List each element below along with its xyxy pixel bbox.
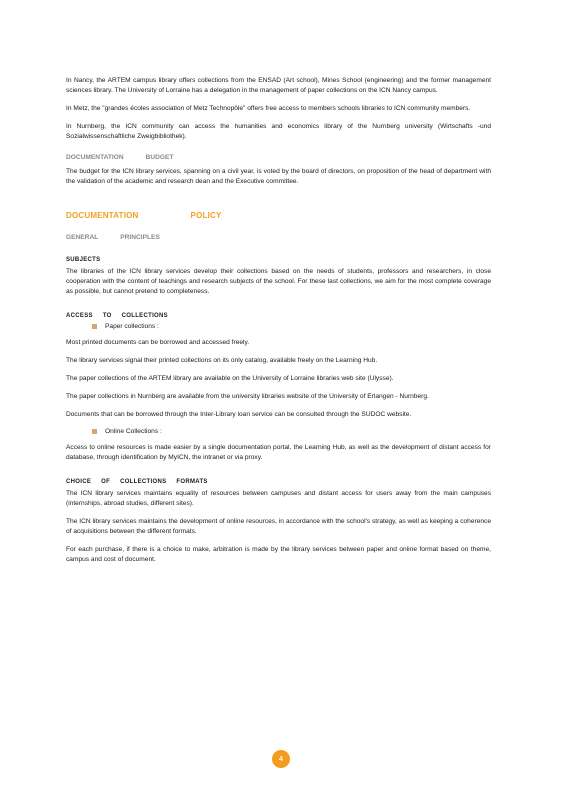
formats-heading: CHOICE OF COLLECTIONS FORMATS [66,479,208,485]
document-page [66,76,491,573]
principles-heading: GENERAL PRINCIPLES [66,234,160,241]
square-bullet-icon [92,324,97,329]
paper-item: The paper collections of the ARTEM library are available on the University of Lorraine libraries web site (Ulysse). [66,375,394,382]
subjects-text: The libraries of the ICN library services develop their collections based on the needs of students, professors and researchers, in close cooperation with the content of teachings and research subjects of the school. For these last collections, we aim for the most complete coverage as possible, but cannot pretend to completeness. [66,268,491,295]
formats-item: For each purchase, if there is a choice to make, arbitration is made by the library services between paper and online format based on theme, campus and cost of document. [66,546,491,563]
subjects-heading: SUBJECTS [66,257,101,263]
paper-item: The library services signal their printed collections on its only catalog, available freely on the Learning Hub. [66,357,378,364]
paper-item: Documents that can be borrowed through the Inter-Library loan service can be consulted through the SUDOC website. [66,411,412,418]
intro-nurnberg: In Nurnberg, the ICN community can access the humanities and economics library of the Nurnberg university (Wirtschafts -und Sozialwissenschaftliche Zweigbibliothek). [66,123,491,140]
formats-item: The ICN library services maintains equality of resources between campuses and distant access for users away from the main campuses (internships, abroad studies, different sites). [66,490,491,507]
online-text: Access to online resources is made easier by a single documentation portal, the Learning Hub, as well as the development of distant access for database, through identification by MyICN, the intranet or via proxy. [66,444,491,461]
intro-metz: In Metz, the "grandes écoles association of Metz Technopôle" offers free access to members schools libraries to ICN community members. [66,105,471,112]
access-heading: ACCESS TO COLLECTIONS [66,313,168,319]
paper-item: The paper collections in Nurnberg are available from the university libraries website of the University of Erlangen - Nurnberg. [66,393,429,400]
page-number-badge: 4 [272,750,290,768]
square-bullet-icon [92,429,97,434]
policy-heading: DOCUMENTATION POLICY [66,211,222,220]
formats-item: The ICN library services maintains the development of online resources, in accordance with the school's strategy, as well as keeping a coherence of acquisitions between the different formats. [66,518,491,535]
paper-item: Most printed documents can be borrowed and accessed freely. [66,339,250,346]
budget-heading: DOCUMENTATION BUDGET [66,154,174,161]
paper-collections-bullet: Paper collections : [92,323,491,330]
budget-text: The budget for the ICN library services, spanning on a civil year, is voted by the board of directors, on proposition of the head of department with the validation of the academic and research dean and the Executive committee. [66,168,491,185]
online-collections-bullet: Online Collections : [92,428,491,435]
intro-nancy: In Nancy, the ARTEM campus library offers collections from the ENSAD (Art school), Mines School (engineering) and the former management sciences library. The University of Lorraine has a delegation in the management of paper collections on the ICN Nancy campus. [66,77,491,94]
